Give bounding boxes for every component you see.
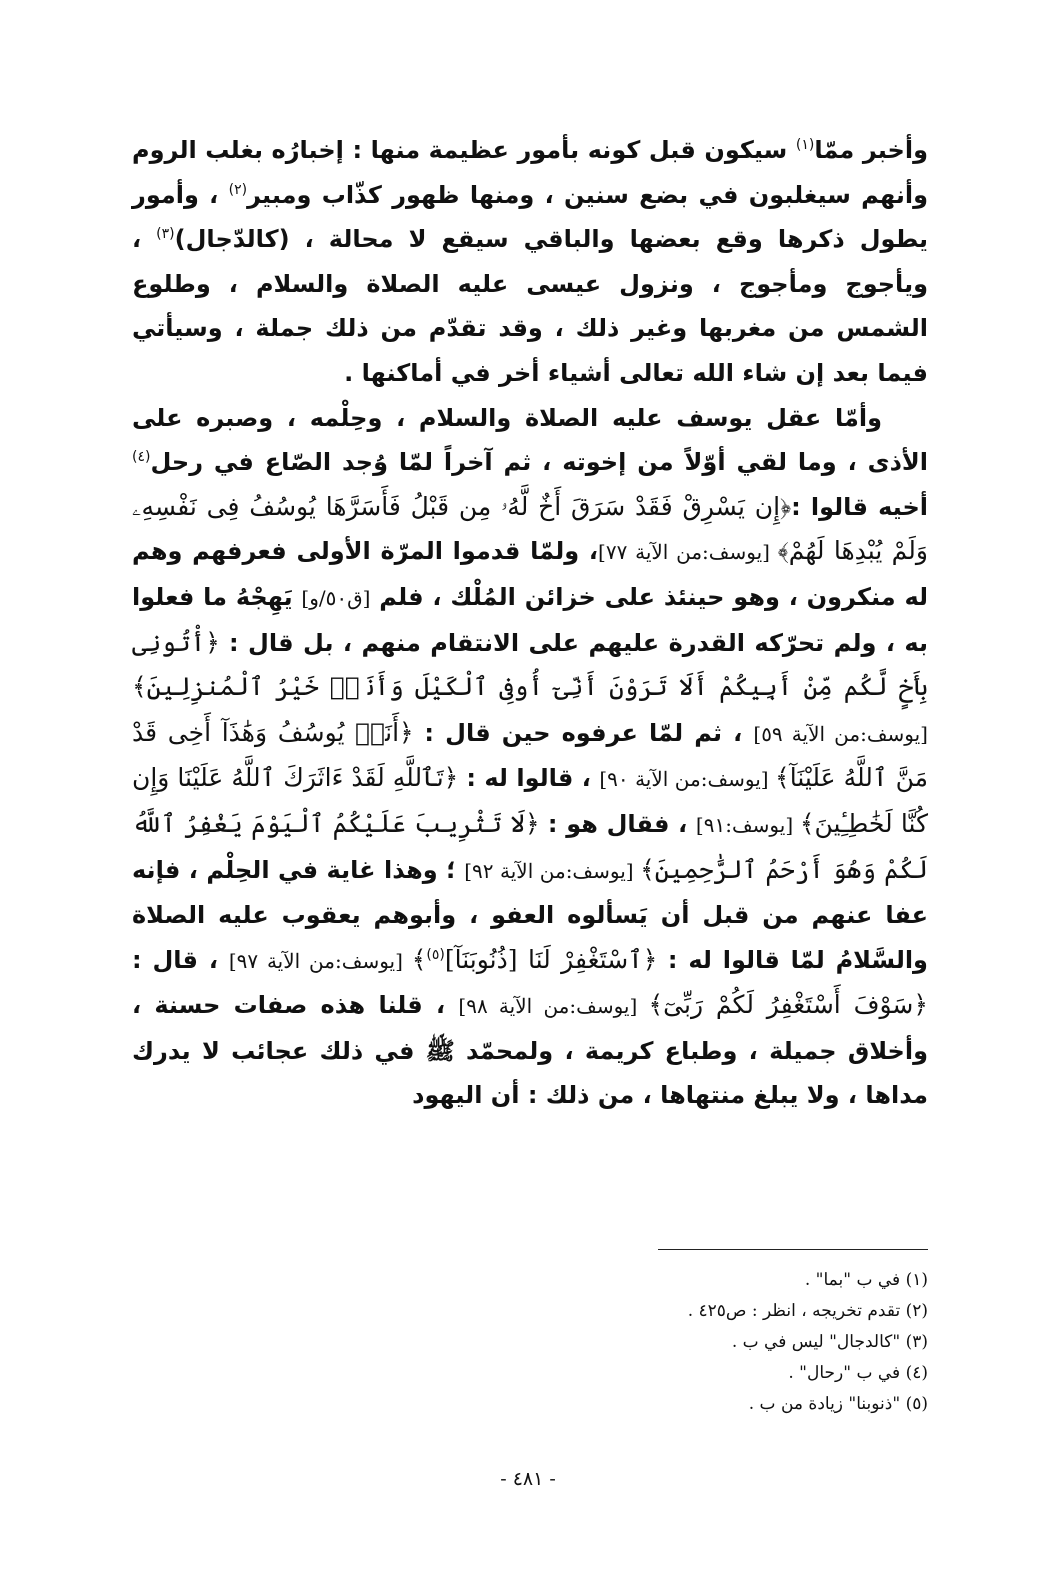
text-run: ، ثم لمّا عرفوه حين قال : xyxy=(424,718,754,747)
quran-verse: ﴿أَنَا۠ يُوسُفُ وَهَٰذَآ أَخِى قَدْ مَنَّ ٱللَّهُ عَلَيْنَآ﴾ xyxy=(132,717,929,793)
footnote-marker-5: (٥) xyxy=(426,946,445,963)
quran-verse: ﴿إِن يَسْرِقْ فَقَدْ سَرَقَ أَخٌ لَّهُۥ مِن قَبْلُ فَأَسَرَّهَا يُوسُفُ فِى نَفْسِهِۦ وَلَمْ يُبْدِهَا لَهُمْ﴾ xyxy=(132,491,928,566)
footnote-marker-3: (٣) xyxy=(156,226,175,243)
footnote-marker-2: (٢) xyxy=(228,181,248,198)
text-run: ، قلنا هذه صفات حسنة ، وأخلاق جميلة ، وطباع كريمة ، ولمحمّد ﷺ في ذلك عجائب لا يدرك مداها ، ولا يبلغ منتهاها ، من ذلك : أن اليهود xyxy=(132,991,928,1110)
main-text xyxy=(132,128,928,1118)
quran-verse: ﴿أْتُونِى بِأَخٍ لَّكُم مِّنْ أَبِيكُمْ أَلَا تَرَوْنَ أَنِّىٓ أُوفِى ٱلْكَيْلَ وَأَنَا۠ خَيْرُ ٱلْمُنزِلِينَ﴾ xyxy=(132,627,928,702)
footnote-3: (٣) "كالدجال" ليس في ب . xyxy=(731,1332,928,1352)
quran-verse-end: ﴾ xyxy=(411,944,427,974)
verse-reference: [يوسف:من الآية ٥٩] xyxy=(753,721,928,746)
text-run: ، وأمور يطول ذكرها وقع بعضها والباقي سيقع لا محالة ، (كالدّجال) xyxy=(132,180,928,254)
text-run: وأمّا عقل يوسف عليه الصلاة والسلام ، وحِلْمه ، وصبره على الأذى ، وما لقي أوّلاً من إخوته ، ثم آخراً لمّا وُجد الصّاع في رحل xyxy=(132,403,928,477)
quran-verse: ﴿لَا تَثْرِيبَ عَلَيْكُمُ ٱلْيَوْمَ يَغْفِرُ ٱللَّهُ لَكُمْ وَهُوَ أَرْحَمُ ٱلرَّٰحِمِينَ﴾ xyxy=(132,808,929,884)
text-run: ، ويأجوج ومأجوج ، ونزول عيسى عليه الصلاة والسلام ، وطلوع الشمس من مغربها وغير ذلك ، وقد تقدّم من ذلك جملة ، وسيأتي فيما بعد إن شاء الله تعالى أشياء أخر في أماكنها . xyxy=(132,225,928,387)
text-run: ، فقال هو : xyxy=(547,809,696,838)
verse-reference: [يوسف:٩١] xyxy=(695,812,800,837)
footnote-4: (٤) في ب "رحال" . xyxy=(788,1363,928,1383)
footnote-1: (١) في ب "بما" . xyxy=(804,1270,928,1290)
page-number: - ٤٨١ - xyxy=(500,1468,556,1490)
verse-reference: [يوسف:من الآية ٩٢] xyxy=(464,858,641,883)
quran-verse: ﴿تَٱللَّهِ لَقَدْ ءَاثَرَكَ ٱللَّهُ عَلَيْنَا وَإِن كُنَّا لَخَٰطِـِٔينَ﴾ xyxy=(132,763,928,838)
verse-reference: [يوسف:من الآية ٩٧] xyxy=(228,948,412,973)
paragraph-yusuf xyxy=(132,396,928,1119)
verse-reference: [يوسف:من الآية ٩٨] xyxy=(458,994,649,1019)
text-run: وأخبر ممّا xyxy=(814,136,929,164)
verse-reference: [يوسف:من الآية ٧٧] xyxy=(598,540,778,565)
text-run: أخيه قالوا : xyxy=(791,492,928,521)
text-run: ، قالوا له : xyxy=(466,764,600,793)
footnote-5: (٥) "ذنوبنا" زيادة من ب . xyxy=(748,1394,928,1414)
footnote-marker-4: (٤) xyxy=(132,449,151,466)
text-run: ، ولمّا قدموا المرّة الأولى فعرفهم وهم له منكرون ، وهو حينئذ على خزائن المُلْك ، فلم xyxy=(132,537,929,611)
quran-verse: ﴿ٱسْتَغْفِرْ لَنَا [ذُنُوبَنَآ] xyxy=(444,944,668,974)
paragraph-prophecies xyxy=(132,128,928,396)
text-run: ، قال : xyxy=(132,945,229,974)
page-body xyxy=(132,128,928,1118)
text-run: سيكون قبل كونه بأمور عظيمة منها : إخبارُه بغلب الروم وأنهم سيغلبون في بضع سنين ، ومنها ظهور كذّاب ومبير xyxy=(132,136,928,209)
text-run: يَهِجْهُ ما فعلوا به ، ولم تحرّكه القدرة عليهم على الانتقام منهم ، بل قال : xyxy=(132,582,928,657)
footnote-divider xyxy=(658,1249,928,1250)
quran-verse: ﴿سَوْفَ أَسْتَغْفِرُ لَكُمْ رَبِّىٓ﴾ xyxy=(648,990,928,1020)
footnotes-list xyxy=(132,1265,928,1420)
text-run: ؛ وهذا غاية في الحِلْم ، فإنه عفا عنهم من قبل أن يَسألوه العفو ، وأبوهم يعقوب عليه الصلاة والسَّلامُ لمّا قالوا له : xyxy=(132,855,928,974)
footnote-2: (٢) تقدم تخريجه ، انظر : ص٤٢٥ . xyxy=(687,1301,928,1321)
manuscript-folio-marker: [ق٥٠/و] xyxy=(301,585,371,610)
verse-reference: [يوسف:من الآية ٩٠] xyxy=(599,767,776,792)
footnote-marker-1: (١) xyxy=(795,137,815,153)
